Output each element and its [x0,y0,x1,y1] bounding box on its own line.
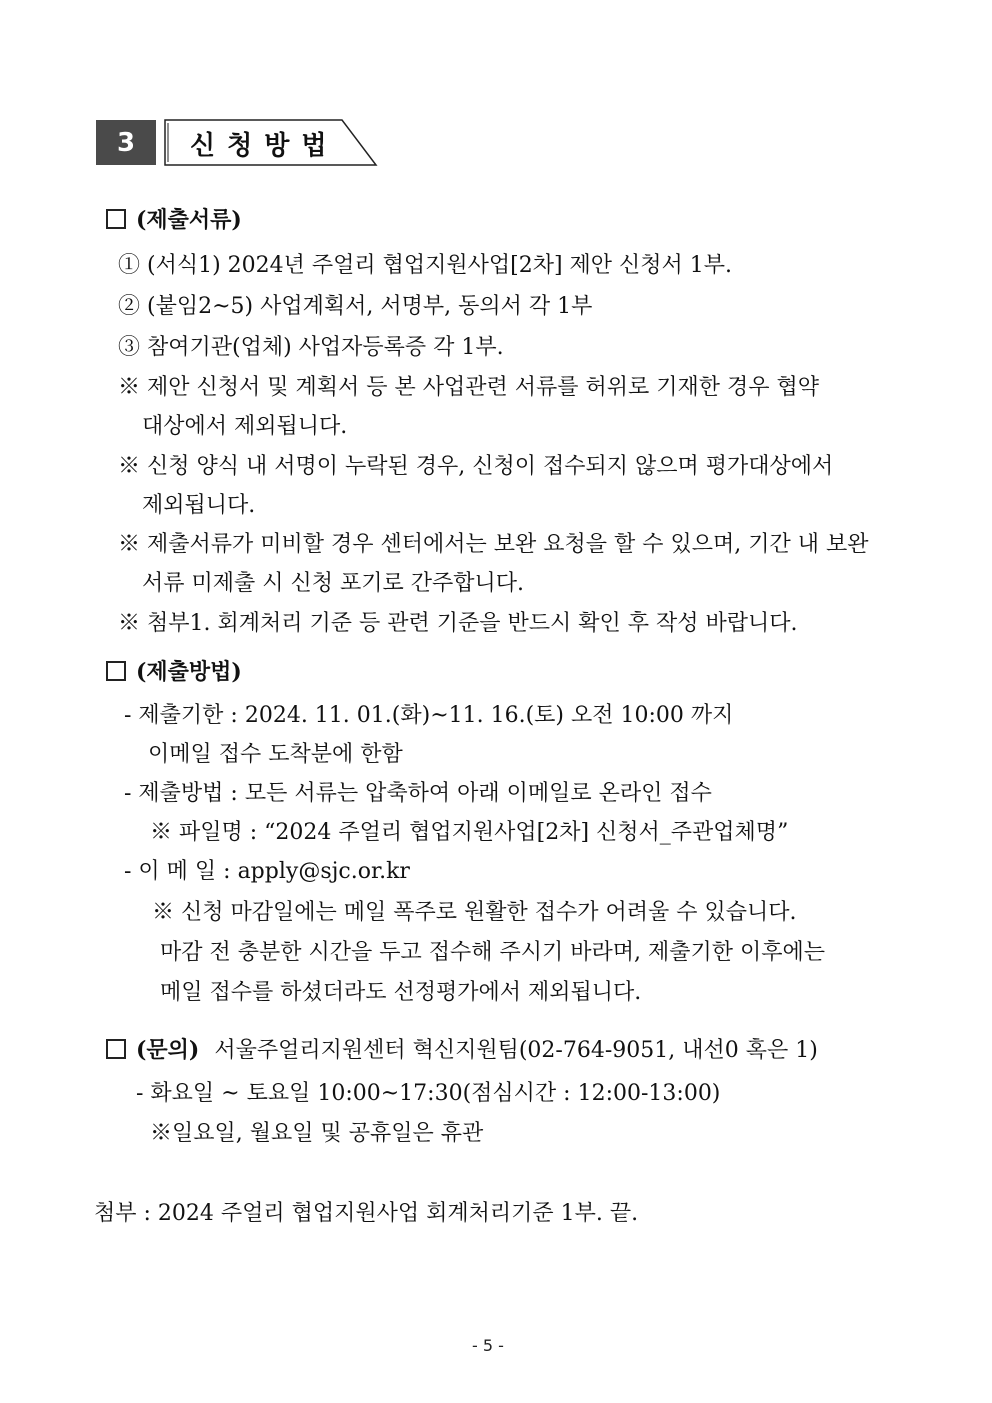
section-title: 신청방법 [190,131,339,161]
contact-hours: - 화요일 ~ 토요일 10:00~17:30(점심시간 : 12:00-13:00) [136,1081,721,1106]
contact-closed: ※일요일, 월요일 및 공휴일은 휴관 [150,1121,484,1146]
docs-item-3: ③ 참여기관(업체) 사업자등록증 각 1부. [118,335,504,360]
method-warn-1: ※ 신청 마감일에는 메일 폭주로 원활한 접수가 어려울 수 있습니다. [152,900,797,925]
method-deadline: - 제출기한 : 2024. 11. 01.(화)~11. 16.(토) 오전 10:00 까지 [124,703,734,728]
note-2-line-1: ※ 신청 양식 내 서명이 누락된 경우, 신청이 접수되지 않으며 평가대상에서 [118,454,834,479]
section-number: 3 [96,120,156,165]
method-how: - 제출방법 : 모든 서류는 압축하여 아래 이메일로 온라인 접수 [124,781,712,806]
docs-item-1: ① (서식1) 2024년 주얼리 협업지원사업[2차] 제안 신청서 1부. [118,253,733,278]
contact-heading: (문의) 서울주얼리지원센터 혁신지원팀(02-764-9051, 내선0 혹은 1) [106,1033,818,1064]
method-filename: ※ 파일명 : “2024 주얼리 협업지원사업[2차] 신청서_주관업체명” [150,820,789,845]
note-4: ※ 첨부1. 회계처리 기준 등 관련 기준을 반드시 확인 후 작성 바랍니다. [118,611,798,636]
checkbox-icon [106,661,126,681]
note-3-line-1: ※ 제출서류가 미비할 경우 센터에서는 보완 요청을 할 수 있으며, 기간 내 보완 [118,532,869,557]
checkbox-icon [106,209,126,229]
method-warn-2: 마감 전 충분한 시간을 두고 접수해 주시기 바라며, 제출기한 이후에는 [160,940,825,965]
note-1-line-2: 대상에서 제외됩니다. [142,414,348,439]
method-email: - 이 메 일 : apply@sjc.or.kr [124,859,410,884]
page-number: - 5 - [472,1336,504,1355]
method-warn-3: 메일 접수를 하셨더라도 선정평가에서 제외됩니다. [160,980,642,1005]
method-heading: (제출방법) [106,655,242,686]
attachment-line: 첨부 : 2024 주얼리 협업지원사업 회계처리기준 1부. 끝. [94,1201,639,1226]
docs-heading: (제출서류) [106,203,242,234]
note-2-line-2: 제외됩니다. [142,493,256,518]
method-deadline-sub: 이메일 접수 도착분에 한함 [148,742,403,767]
section-title-box [164,119,378,166]
contact-text: 서울주얼리지원센터 혁신지원팀(02-764-9051, 내선0 혹은 1) [214,1038,818,1063]
note-1-line-1: ※ 제안 신청서 및 계획서 등 본 사업관련 서류를 허위로 기재한 경우 협약 [118,375,819,400]
checkbox-icon [106,1039,126,1059]
note-3-line-2: 서류 미제출 시 신청 포기로 간주합니다. [142,571,524,596]
docs-item-2: ② (붙임2~5) 사업계획서, 서명부, 동의서 각 1부 [118,294,593,319]
